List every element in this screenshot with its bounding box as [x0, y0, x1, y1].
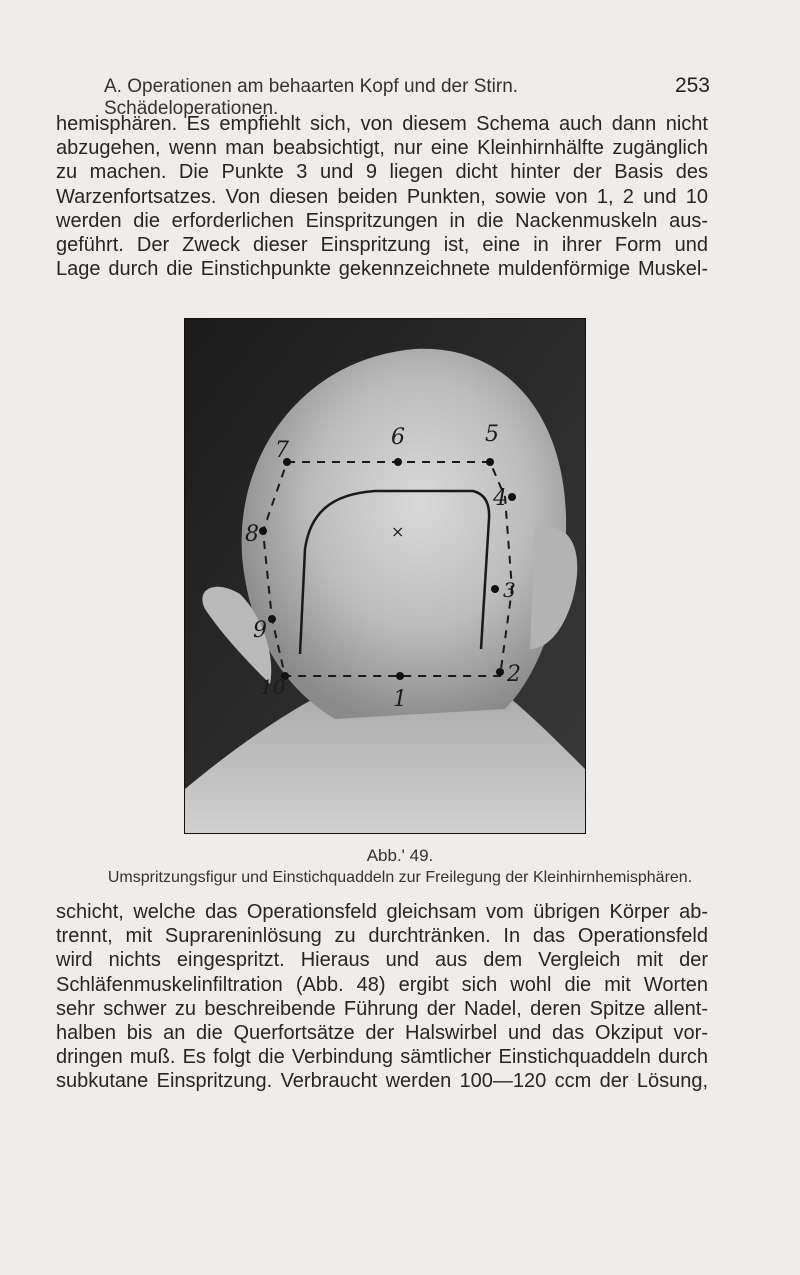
text-line: Schläfenmuskelinfiltration (Abb. 48) ergibt sich wohl die mit Worten	[56, 973, 708, 996]
text-line: halben bis an die Querfortsätze der Halswirbel und das Okziput vor-	[56, 1022, 708, 1045]
point-label-3: 3	[503, 578, 516, 602]
text-line: Lage durch die Einstichpunkte gekennzeichnete muldenförmige Muskel-	[56, 258, 708, 281]
point-label-2: 2	[507, 662, 521, 687]
point-label-10: 10	[260, 675, 286, 699]
figure-label: Abb.' 49.	[366, 846, 434, 865]
page-number: 253	[674, 74, 710, 97]
figure-photograph	[184, 318, 586, 834]
text-line: Warzenfortsatzes. Von diesen beiden Punkten, sowie von 1, 2 und 10	[56, 185, 708, 208]
running-header	[104, 74, 710, 119]
paragraph-top	[56, 112, 708, 281]
text-line: abzugehen, wenn man beabsichtigt, nur eine Kleinhirnhälfte zugänglich	[56, 137, 708, 160]
text-line: hemisphären. Es empfiehlt sich, von diesem Schema auch dann nicht	[56, 113, 708, 135]
head-photo-illustration	[185, 319, 585, 833]
text-line: wird nichts eingespritzt. Hieraus und aus dem Vergleich mit der	[56, 949, 708, 972]
injection-point-5	[486, 458, 494, 466]
injection-point-4	[508, 493, 516, 501]
center-mark: ×	[391, 522, 405, 541]
injection-point-6	[394, 458, 402, 466]
point-label-1: 1	[393, 687, 407, 712]
text-line: geführt. Der Zweck dieser Einspritzung ist, eine in ihrer Form und	[56, 234, 708, 257]
point-label-6: 6	[391, 425, 405, 450]
paragraph-bottom	[56, 900, 708, 1094]
injection-point-8	[259, 527, 267, 535]
figure-caption: Umspritzungsfigur und Einstichquaddeln zur Freilegung der Kleinhirnhemisphären.	[107, 869, 693, 886]
injection-point-1	[396, 672, 404, 680]
text-line: werden die erforderlichen Einspritzungen in die Nackenmuskeln aus-	[56, 209, 708, 232]
point-label-9: 9	[253, 618, 267, 643]
point-label-7: 7	[275, 438, 289, 463]
point-label-4: 4	[493, 486, 507, 511]
point-label-5: 5	[485, 422, 499, 447]
running-title: A. Operationen am behaarten Kopf und der Stirn. Schädeloperationen.	[104, 76, 519, 119]
text-line: sehr schwer zu beschreibende Führung der Nadel, deren Spitze allent-	[56, 997, 708, 1020]
injection-point-9	[268, 615, 276, 623]
point-label-8: 8	[245, 522, 259, 547]
text-line: dringen muß. Es folgt die Verbindung sämtlicher Einstichquaddeln durch	[56, 1046, 708, 1069]
text-line: subkutane Einspritzung. Verbraucht werden 100—120 ccm der Lösung,	[56, 1070, 708, 1093]
text-line: trennt, mit Suprareninlösung zu durchtränken. In das Operationsfeld	[56, 925, 708, 948]
text-line: zu machen. Die Punkte 3 und 9 liegen dicht hinter der Basis des	[56, 161, 708, 184]
injection-point-3	[491, 585, 499, 593]
text-line: schicht, welche das Operationsfeld gleichsam vom übrigen Körper ab-	[56, 901, 708, 923]
injection-point-2	[496, 668, 504, 676]
